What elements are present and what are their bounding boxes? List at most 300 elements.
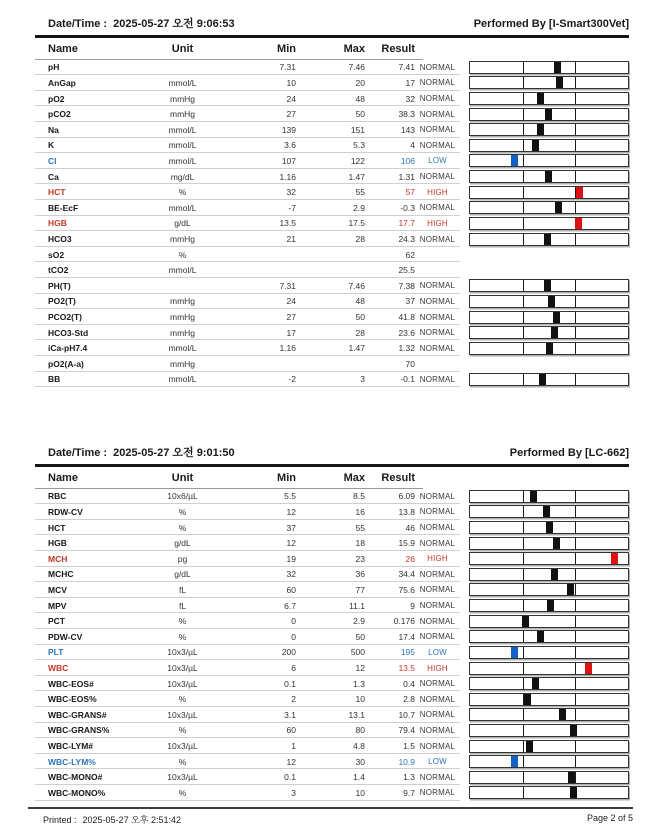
range-divider [523, 506, 524, 517]
param-name: BB [48, 374, 61, 385]
param-status: NORMAL [419, 538, 456, 548]
param-min: 200 [281, 647, 296, 658]
range-divider [575, 62, 576, 73]
range-divider [575, 171, 576, 182]
param-name: HCO3-Std [48, 327, 89, 338]
param-status: NORMAL [419, 694, 456, 704]
param-status: NORMAL [419, 772, 456, 782]
table-row [35, 340, 629, 356]
range-divider [523, 538, 524, 549]
result-marker [539, 374, 546, 385]
param-unit: g/dL [174, 538, 191, 549]
param-min: 7.31 [279, 280, 296, 291]
range-bar [469, 92, 629, 105]
result-marker [553, 312, 560, 323]
table-row [35, 75, 629, 91]
range-divider [523, 647, 524, 658]
param-name: pH [48, 62, 60, 73]
param-max: 1.4 [353, 772, 365, 783]
param-name: WBC-EOS# [48, 678, 94, 689]
param-unit: mmHg [169, 296, 196, 307]
range-divider [523, 124, 524, 135]
param-max: 1.47 [348, 343, 365, 354]
param-unit: mmol/L [168, 77, 197, 88]
param-name: WBC-MONO% [48, 787, 106, 798]
param-status: NORMAL [419, 374, 456, 384]
param-name: MCHC [48, 569, 74, 580]
result-marker [559, 709, 566, 720]
range-divider [575, 77, 576, 88]
param-min: -7 [288, 202, 296, 213]
col-header-result: Result [381, 471, 415, 484]
range-bar [469, 599, 629, 612]
param-result: 34.4 [398, 569, 415, 580]
result-marker [511, 756, 518, 767]
param-result: 38.3 [398, 109, 415, 120]
table-row [35, 153, 629, 169]
result-marker [568, 772, 575, 783]
footer-rule [28, 807, 633, 809]
param-name: HCT [48, 522, 66, 533]
range-divider [575, 140, 576, 151]
param-unit: mg/dL [170, 171, 195, 182]
param-max: 30 [355, 756, 365, 767]
param-status: NORMAL [419, 343, 456, 353]
range-bar [469, 279, 629, 292]
table-body [35, 60, 629, 388]
performed-by: Performed By [LC-662] [509, 447, 629, 459]
param-result: 17.4 [398, 631, 415, 642]
param-result: -0.3 [400, 202, 415, 213]
datetime-value: 2025-05-27 오전 9:06:53 [113, 18, 235, 30]
result-marker [544, 234, 551, 245]
result-marker [511, 155, 518, 166]
param-min: 6 [291, 663, 296, 673]
param-name: WBC-MONO# [48, 772, 103, 783]
page-number: Page 2 of 5 [586, 813, 633, 823]
param-result: 62 [405, 249, 415, 260]
param-status: NORMAL [419, 632, 456, 642]
param-name: PCT [48, 616, 65, 627]
table-row [35, 738, 629, 754]
range-divider [575, 600, 576, 611]
range-bar [469, 724, 629, 737]
result-marker [530, 491, 537, 502]
param-result: 2.8 [403, 694, 415, 705]
param-status: NORMAL [419, 203, 456, 213]
param-min: 27 [286, 312, 296, 323]
param-max: 1.47 [348, 171, 365, 182]
result-marker [544, 280, 551, 291]
range-divider [575, 522, 576, 533]
param-status: HIGH [427, 554, 448, 564]
param-result: 57 [405, 187, 415, 198]
table-row [35, 278, 629, 294]
param-name: HGB [48, 218, 67, 229]
range-divider [523, 155, 524, 166]
range-divider [575, 491, 576, 502]
param-max: 3 [360, 374, 365, 385]
range-divider [575, 296, 576, 307]
param-status: LOW [428, 156, 447, 166]
param-status: NORMAL [419, 78, 456, 88]
range-bar [469, 740, 629, 753]
param-result: 10.7 [398, 709, 415, 720]
param-status: NORMAL [419, 94, 456, 104]
footer [43, 813, 633, 826]
table-row [35, 504, 629, 520]
param-result: 195 [400, 647, 415, 658]
range-divider [575, 109, 576, 120]
range-divider [575, 312, 576, 323]
param-unit: mmol/L [168, 343, 197, 354]
result-marker [546, 522, 553, 533]
param-result: 15.9 [398, 538, 415, 549]
param-name: tCO2 [48, 265, 69, 276]
range-divider [523, 725, 524, 736]
table-row [35, 707, 629, 723]
param-max: 18 [355, 538, 365, 549]
result-marker [551, 569, 558, 580]
range-divider [575, 538, 576, 549]
range-bar [469, 342, 629, 355]
param-min: 6.7 [284, 600, 296, 611]
param-max: 151 [350, 124, 365, 135]
param-min: 24 [286, 93, 296, 104]
param-name: WBC-EOS% [48, 694, 97, 705]
table-row [35, 676, 629, 692]
range-bar [469, 771, 629, 784]
result-marker [585, 663, 592, 674]
param-name: RBC [48, 491, 67, 502]
param-min: -2 [288, 374, 296, 385]
param-result: 1.5 [403, 741, 415, 752]
param-result: 6.09 [398, 491, 415, 502]
param-unit: % [178, 616, 187, 627]
range-divider [523, 553, 524, 564]
param-result: 10.9 [398, 756, 415, 767]
table-row [35, 216, 629, 232]
param-name: WBC-LYM% [48, 756, 96, 767]
param-status: NORMAL [419, 312, 456, 322]
result-marker [511, 647, 518, 658]
param-max: 77 [355, 584, 365, 595]
result-marker [611, 553, 618, 564]
param-min: 37 [286, 522, 296, 533]
result-marker [532, 140, 539, 151]
param-unit: % [178, 506, 187, 517]
param-status: HIGH [427, 187, 448, 197]
range-divider [523, 569, 524, 580]
param-name: HCO3 [48, 234, 72, 244]
range-divider [523, 62, 524, 73]
param-status: NORMAL [419, 281, 456, 291]
param-min: 3.6 [284, 140, 296, 151]
table-body [35, 489, 629, 801]
range-divider [523, 678, 524, 689]
param-result: 0.4 [403, 678, 415, 689]
range-bar [469, 326, 629, 339]
param-max: 7.46 [348, 280, 365, 291]
table-row [35, 262, 629, 278]
param-name: HCT [48, 187, 66, 198]
param-result: 143 [400, 124, 415, 135]
range-divider [575, 569, 576, 580]
param-max: 4.8 [353, 741, 365, 752]
datetime-value: 2025-05-27 오전 9:01:50 [113, 447, 235, 459]
range-bar [469, 217, 629, 230]
param-unit: 10x3/µL [167, 678, 198, 689]
col-header-min: Min [277, 42, 296, 55]
range-bar [469, 677, 629, 690]
table-row [35, 184, 629, 200]
param-result: 13.5 [398, 663, 415, 673]
range-divider [575, 756, 576, 767]
range-bar [469, 123, 629, 136]
param-result: 9.7 [403, 787, 415, 798]
range-bar [469, 295, 629, 308]
param-name: iCa-pH7.4 [48, 343, 88, 354]
param-result: 1.31 [398, 171, 415, 182]
param-unit: % [178, 725, 187, 736]
result-marker [575, 218, 582, 229]
datetime-label: Date/Time : [48, 447, 108, 459]
param-min: 5.5 [284, 491, 296, 502]
section-header [35, 444, 629, 459]
param-max: 36 [355, 569, 365, 580]
param-name: Cl [48, 155, 57, 166]
param-min: 19 [286, 553, 296, 564]
range-bar [469, 662, 629, 675]
param-unit: g/dL [174, 218, 191, 229]
range-divider [575, 343, 576, 354]
range-divider [575, 93, 576, 104]
table-row [35, 247, 629, 263]
param-unit: % [178, 187, 187, 198]
param-min: 107 [281, 155, 296, 166]
param-result: 32 [405, 93, 415, 104]
range-divider [523, 140, 524, 151]
range-bar [469, 568, 629, 581]
table-row [35, 520, 629, 536]
table-row [35, 613, 629, 629]
param-unit: mmol/L [168, 155, 197, 166]
result-marker [524, 694, 531, 705]
param-status: NORMAL [419, 62, 456, 72]
range-divider [575, 694, 576, 705]
param-result: 7.41 [398, 62, 415, 73]
param-name: K [48, 140, 55, 151]
param-name: WBC-LYM# [48, 741, 94, 752]
range-bar [469, 505, 629, 518]
param-max: 500 [350, 647, 365, 658]
param-max: 23 [355, 553, 365, 564]
param-min: 7.31 [279, 62, 296, 73]
range-divider [523, 171, 524, 182]
param-min: 21 [286, 234, 296, 244]
range-divider [575, 506, 576, 517]
result-marker [537, 124, 544, 135]
result-marker [543, 506, 550, 517]
param-result: 1.3 [403, 772, 415, 783]
table-row [35, 723, 629, 739]
param-unit: mmol/L [168, 202, 197, 213]
param-result: 70 [405, 358, 415, 369]
range-bar [469, 521, 629, 534]
range-bar [469, 583, 629, 596]
range-divider [523, 77, 524, 88]
range-bar [469, 537, 629, 550]
result-marker [546, 343, 553, 354]
section-blood-gas [35, 15, 629, 387]
table-row [35, 489, 629, 505]
table-row [35, 138, 629, 154]
range-divider [575, 631, 576, 642]
range-divider [523, 756, 524, 767]
result-marker [570, 725, 577, 736]
param-unit: mmHg [169, 234, 196, 244]
param-unit: fL [178, 584, 187, 595]
param-result: 79.4 [398, 725, 415, 736]
param-max: 50 [355, 312, 365, 323]
param-max: 28 [355, 327, 365, 338]
param-name: PDW-CV [48, 631, 83, 642]
param-min: 17 [286, 327, 296, 338]
param-result: 0.176 [393, 616, 415, 627]
param-name: Na [48, 124, 59, 135]
param-name: BE-EcF [48, 202, 79, 213]
param-max: 16 [355, 506, 365, 517]
param-max: 55 [355, 187, 365, 198]
param-name: MCH [48, 553, 68, 564]
printed-value: 2025-05-27 오후 2:51:42 [82, 815, 181, 825]
param-min: 0 [291, 631, 296, 642]
result-marker [576, 187, 583, 198]
param-min: 60 [286, 584, 296, 595]
datetime [48, 444, 235, 460]
table-row [35, 60, 629, 76]
param-status: NORMAL [419, 328, 456, 338]
range-bar [469, 170, 629, 183]
table-row [35, 567, 629, 583]
param-min: 12 [286, 538, 296, 549]
param-max: 48 [355, 296, 365, 307]
range-divider [523, 280, 524, 291]
range-divider [523, 709, 524, 720]
range-bar [469, 630, 629, 643]
range-divider [523, 218, 524, 229]
range-divider [575, 663, 576, 674]
range-bar [469, 786, 629, 799]
param-result: 106 [400, 155, 415, 166]
range-divider [575, 202, 576, 213]
param-max: 10 [355, 787, 365, 798]
result-marker [532, 678, 539, 689]
range-divider [575, 584, 576, 595]
range-bar [469, 186, 629, 199]
param-name: WBC-GRANS% [48, 725, 110, 736]
result-marker [553, 538, 560, 549]
section-cbc [35, 444, 629, 801]
param-min: 60 [286, 725, 296, 736]
table-row [35, 231, 629, 247]
result-marker [547, 600, 554, 611]
param-unit: mmol/L [168, 374, 197, 385]
param-name: MCV [48, 584, 67, 595]
param-name: PLT [48, 647, 64, 658]
param-unit: % [178, 631, 187, 642]
param-min: 1.16 [279, 343, 296, 354]
param-status: NORMAL [419, 507, 456, 517]
range-bar [469, 615, 629, 628]
param-max: 2.9 [353, 202, 365, 213]
col-header-unit: Unit [171, 471, 194, 484]
param-min: 139 [281, 124, 296, 135]
printed-timestamp [43, 813, 181, 826]
param-name: pO2 [48, 93, 65, 104]
column-headers [35, 467, 629, 489]
param-status: LOW [428, 647, 447, 657]
table-row [35, 660, 629, 676]
param-result: 25.5 [398, 265, 415, 276]
param-status: NORMAL [419, 679, 456, 689]
param-unit: mmol/L [168, 265, 197, 276]
param-unit: mmHg [169, 327, 196, 338]
param-min: 0.1 [284, 678, 296, 689]
table-row [35, 582, 629, 598]
param-max: 50 [355, 109, 365, 120]
param-unit: % [178, 522, 187, 533]
range-divider [523, 312, 524, 323]
param-status: LOW [428, 757, 447, 767]
param-min: 13.5 [279, 218, 296, 229]
table-row [35, 754, 629, 770]
param-result: 37 [405, 296, 415, 307]
range-divider [575, 374, 576, 385]
param-status: NORMAL [419, 569, 456, 579]
param-unit: g/dL [174, 569, 191, 580]
param-min: 0 [291, 616, 296, 627]
range-divider [523, 374, 524, 385]
param-name: PH(T) [48, 280, 71, 291]
col-header-max: Max [343, 471, 365, 484]
param-min: 1.16 [279, 171, 296, 182]
param-status: NORMAL [419, 788, 456, 798]
range-divider [523, 296, 524, 307]
range-bar [469, 552, 629, 565]
col-header-unit: Unit [171, 42, 194, 55]
range-divider [523, 327, 524, 338]
result-marker [556, 77, 563, 88]
result-marker [537, 631, 544, 642]
table-row [35, 91, 629, 107]
range-bar [469, 61, 629, 74]
param-min: 1 [291, 741, 296, 752]
param-result: 17 [405, 77, 415, 88]
param-unit: 10x3/µL [167, 772, 198, 783]
range-bar [469, 154, 629, 167]
range-divider [575, 772, 576, 783]
table-row [35, 535, 629, 551]
range-divider [523, 772, 524, 783]
table-row [35, 785, 629, 801]
table-row [35, 629, 629, 645]
param-status: NORMAL [419, 140, 456, 150]
range-divider [523, 600, 524, 611]
range-divider [523, 631, 524, 642]
param-status: NORMAL [419, 741, 456, 751]
param-max: 50 [355, 631, 365, 642]
